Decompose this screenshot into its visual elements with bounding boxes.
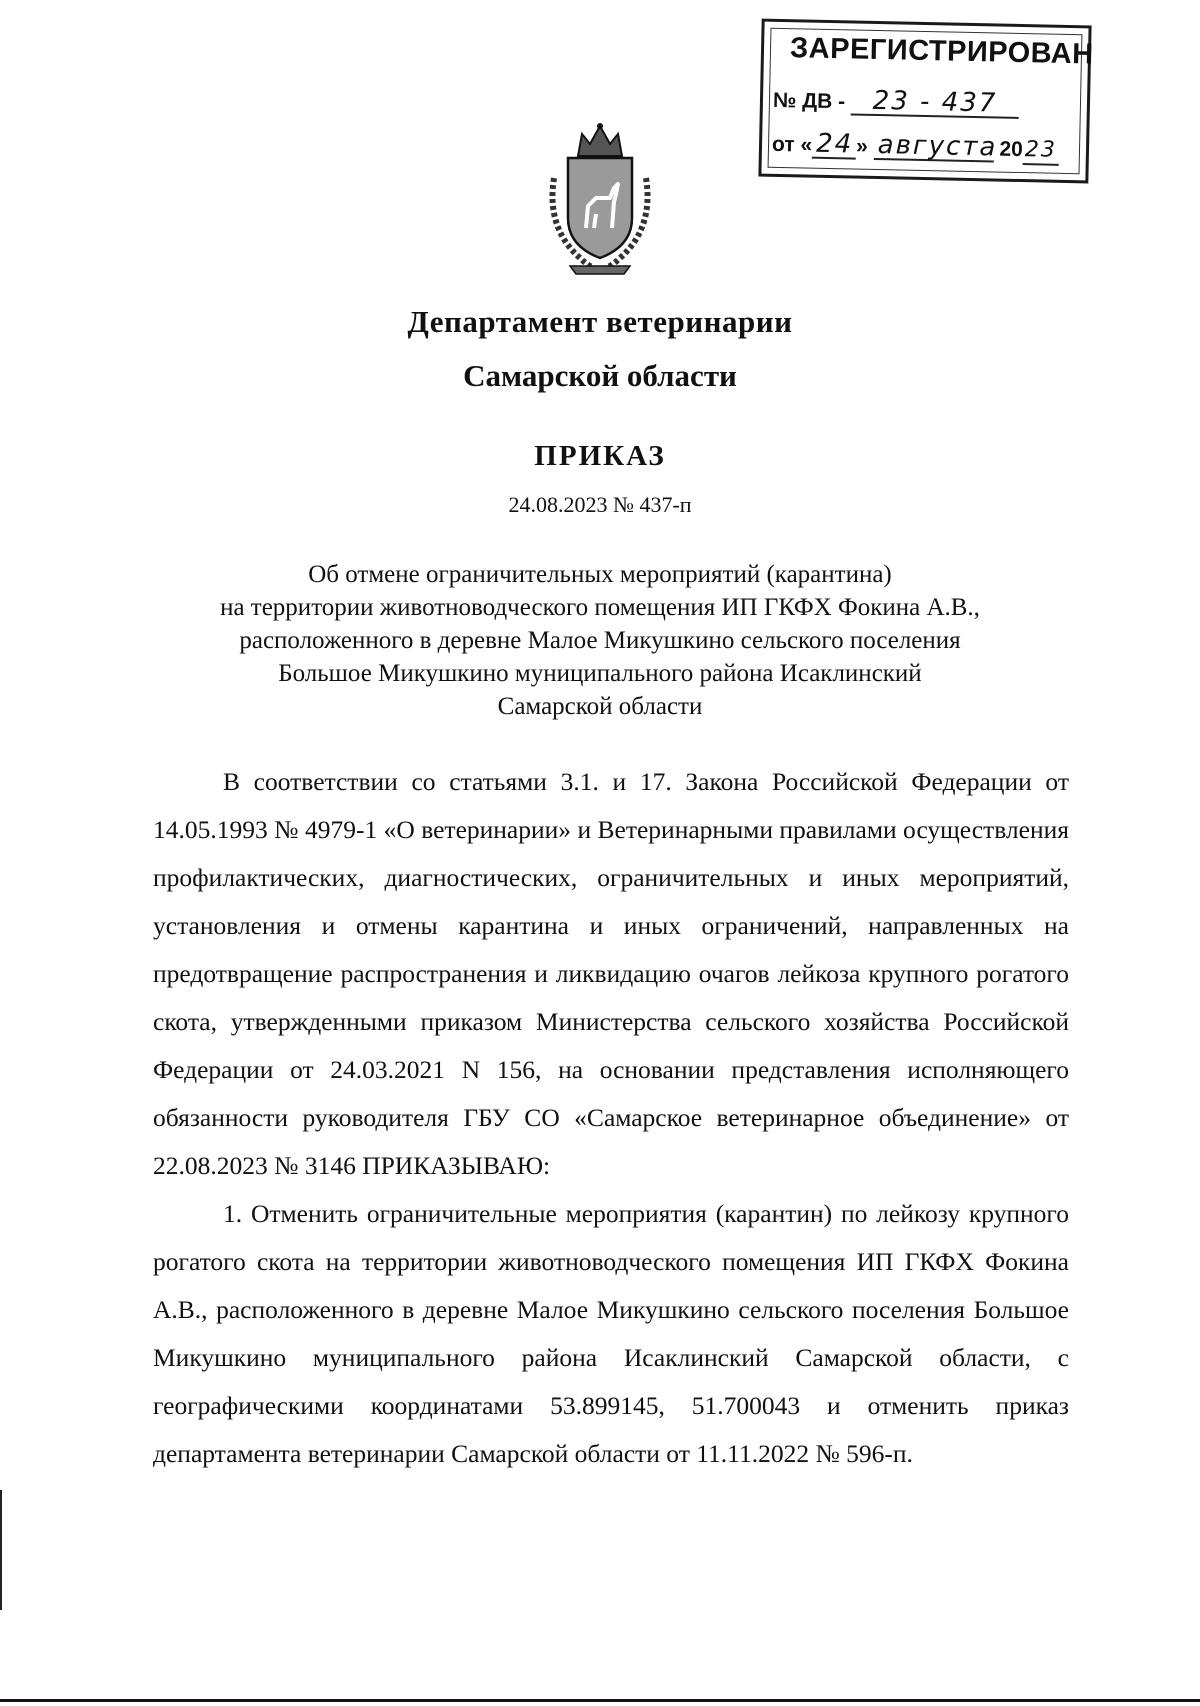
department-region: Самарской области — [463, 358, 737, 393]
stamp-day: 24 — [812, 131, 857, 160]
stamp-number-line — [773, 86, 1020, 119]
stamp-number-value: 23 - 437 — [851, 87, 1020, 119]
registration-stamp — [758, 19, 1094, 184]
subject-line: Самарской области — [497, 693, 703, 720]
stamp-number-label: № ДВ - — [772, 88, 846, 114]
scan-edge-mark — [0, 1490, 2, 1610]
subject-line: Большое Микушкино муниципального района Исаклинский — [278, 660, 922, 687]
subject-line: на территории животноводческого помещения ИП ГКФХ Фокина А.В., — [220, 594, 980, 621]
stamp-year-suffix: 23 — [1023, 137, 1060, 166]
preamble-paragraph: В соответствии со статьями 3.1. и 17. Закона Российской Федерации от 14.05.1993 № 4979-1 «О ветеринарии» и Ветеринарными правилами осуществления профилактических, диагностических, ограничительных и иных мероприятий, установления и отмены карантина и иных ограничений, направленных на предотвращение распространения и ликвидацию очагов лейкоза крупного рогатого скота, утвержденными приказом Министерства сельского хозяйства Российской Федерации от 24.03.2021 N 156, на основании представления исполняющего обязанности руководителя ГБУ СО «Самарское ветеринарное объединение» от 22.08.2023 № 3146 ПРИКАЗЫВАЮ: — [153, 767, 1069, 1180]
stamp-month: августа — [873, 132, 994, 163]
scan-bottom-edge — [0, 1699, 1200, 1702]
order-item-1: 1. Отменить ограничительные мероприятия (карантин) по лейкозу крупного рогатого скота на территории животноводческого помещения ИП ГКФХ Фокина А.В., расположенного в деревне Малое Микушкино сельского поселения Большое Микушкино муниципального района Исаклинский Самарской области, с географическими координатами 53.899145, 51.700043 и отменить приказ департамента ветеринарии Самарской области от 11.11.2022 № 596-п. — [153, 1199, 1069, 1468]
subject-line: Об отмене ограничительных мероприятий (карантина) — [308, 561, 892, 588]
order-date-number: 24.08.2023 № 437-п — [508, 492, 692, 517]
order-subject — [140, 558, 1060, 723]
stamp-year-prefix: 20 — [999, 137, 1024, 162]
stamp-date-prefix: от « — [771, 132, 813, 157]
stamp-title: ЗАРЕГИСТРИРОВАН — [789, 32, 1094, 71]
document-type: ПРИКАЗ — [534, 440, 666, 472]
order-body — [153, 758, 1069, 1478]
stamp-date-line — [772, 130, 1059, 166]
subject-line: расположенного в деревне Малое Микушкино сельского поселения — [239, 627, 961, 654]
stamp-date-mid: » — [855, 134, 869, 158]
samara-coat-of-arms-icon — [540, 118, 660, 278]
department-name: Департамент ветеринарии — [407, 304, 793, 339]
